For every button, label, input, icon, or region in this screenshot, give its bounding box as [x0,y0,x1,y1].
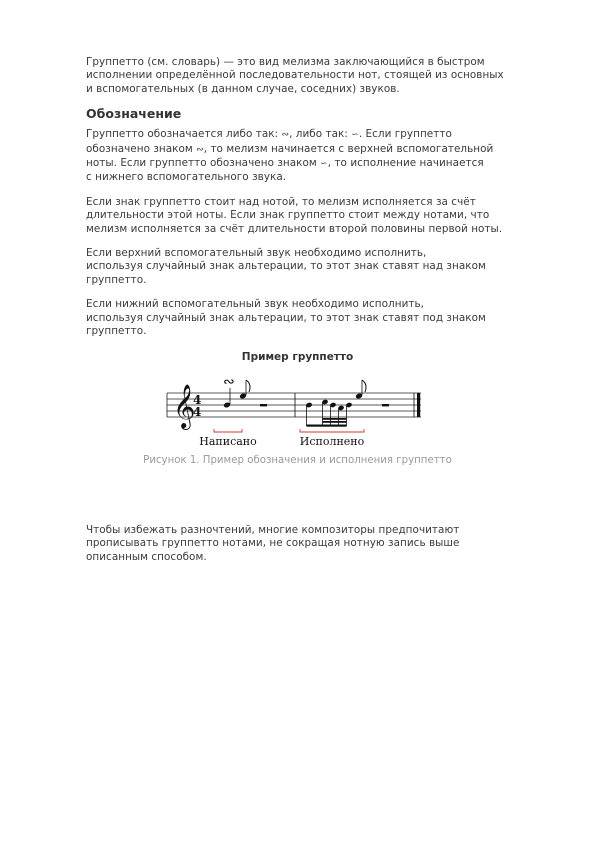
time-signature-top: 4 [192,393,201,407]
closing-section [86,524,546,564]
music-staff-figure [163,368,433,448]
designation-paragraph [86,128,546,185]
final-thick-barline [417,393,420,417]
upper-auxiliary-paragraph: Если верхний вспомогательный звук необходимо исполнить, используя случайный знак альтерации, то этот знак ставят над знаком группетто. [86,247,486,286]
designation-text-a: Группетто обозначается либо так: [86,128,282,141]
rest-icon [382,404,389,406]
designation-text-d: , то мелизм начинается с верхней вспомогательной ноты. Если группетто обозначено знаком [86,142,494,170]
inverted-turn-symbol-icon: ∽ [351,130,359,141]
rest-icon [260,404,267,406]
turn-symbol-icon: ∾ [196,144,204,155]
written-bracket [214,429,242,432]
designation-text-e: , то исполнение начинается с нижнего вспомогательного звука. [86,157,484,184]
label-performed: Исполнено [299,435,364,448]
figure-1 [0,350,595,468]
over-note-paragraph: Если знак группетто стоит над нотой, то мелизм исполняется за счёт длительности этой ноты. Если знак группетто стоит между нотами, что мелизм исполняется за счёт длительности второй половины первой ноты. [86,195,503,235]
section-heading: Обозначение [86,106,182,122]
inverted-turn-symbol-icon: ∽ [320,159,328,170]
designation-text-c: . Если группетто обозначено знаком [86,128,452,155]
turn-symbol-icon: ∾ [281,130,290,141]
performed-notes [305,380,366,427]
closing-paragraph: Чтобы избежать разночтений, многие композиторы предпочитают прописывать группетто нотами, не сокращая нотную запись выше описанным способом. [86,524,460,563]
note-flag [246,380,250,392]
time-signature-bottom: 4 [192,405,201,419]
intro-paragraph: Группетто (см. словарь) — это вид мелизма заключающийся в быстром исполнении определённой последовательности нот, стоящей из основных и вспомогательных (в данном случае, соседних) звуков. [86,56,504,95]
label-written: Написано [198,435,257,448]
performed-bracket [300,429,364,432]
figure-title: Пример группетто [241,351,354,363]
document-body [86,56,546,339]
treble-clef-icon: 𝄞 [172,384,195,428]
turn-symbol-icon: ∾ [222,374,235,390]
designation-text-b: , либо так: [289,128,352,141]
figure-caption: Рисунок 1. Пример обозначения и исполнения группетто [143,455,452,466]
lower-auxiliary-paragraph: Если нижний вспомогательный звук необходимо исполнить, используя случайный знак альтерации, то этот знак ставят под знаком группетто. [86,298,486,338]
